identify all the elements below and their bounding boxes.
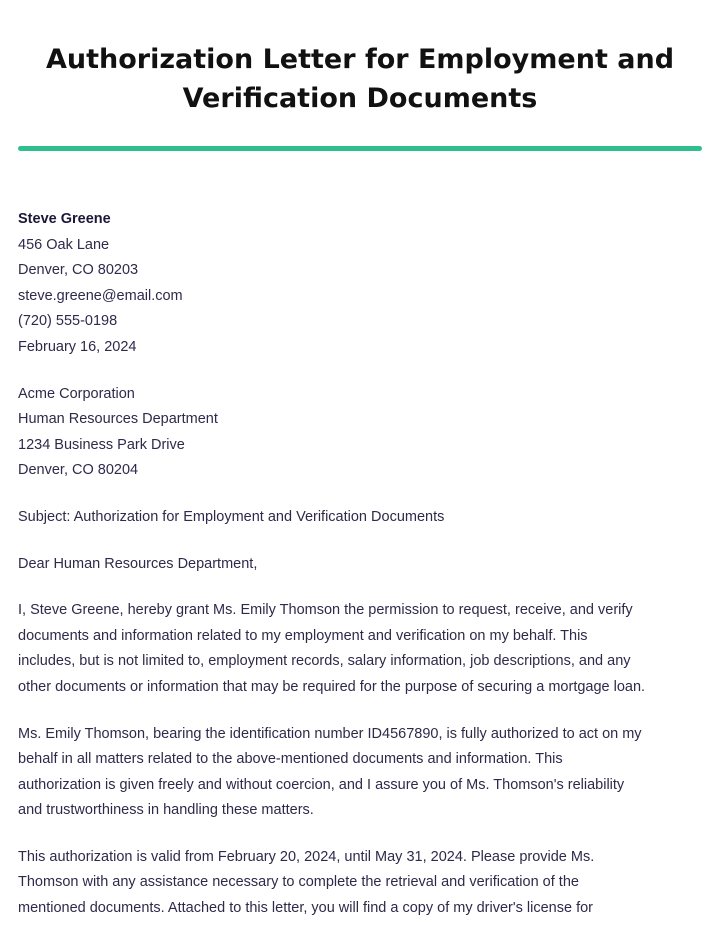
paragraph-line: and trustworthiness in handling these matters. [18,802,314,819]
accent-divider [18,146,702,151]
letter-date: February 16, 2024 [18,338,137,355]
document-title [40,40,680,118]
recipient-company: Acme Corporation [18,385,135,402]
paragraph-line: mentioned documents. Attached to this letter, you will find a copy of my driver's license for [18,900,593,917]
paragraph-line: authorization is given freely and without coercion, and I assure you of Ms. Thomson's reliability [18,776,625,793]
body-paragraph [18,845,702,922]
letter-body [18,207,702,943]
recipient-address: 1234 Business Park Drive [18,436,185,453]
sender-name: Steve Greene [18,211,111,227]
paragraph-line: I, Steve Greene, hereby grant Ms. Emily Thomson the permission to request, receive, and verify [18,602,633,619]
paragraph-line: documents and information related to my employment and verification on my behalf. This [18,627,588,644]
paragraph-line: other documents or information that may be required for the purpose of securing a mortgage loan. [18,678,646,695]
sender-block [18,207,702,361]
subject-line: Subject: Authorization for Employment and Verification Documents [18,508,445,525]
recipient-city-state-zip: Denver, CO 80204 [18,462,139,479]
paragraph-line: This authorization is valid from February 20, 2024, until May 31, 2024. Please provide Ms. [18,848,595,865]
sender-email: steve.greene@email.com [18,287,183,304]
body-paragraph [18,722,702,824]
title-line: Authorization Letter for Employment and [45,44,675,75]
sender-city-state-zip: Denver, CO 80203 [18,262,139,279]
recipient-block [18,382,702,484]
paragraph-line: behalf in all matters related to the above-mentioned documents and information. This [18,751,563,768]
title-line: Verification Documents [182,83,538,114]
sender-phone: (720) 555-0198 [18,313,118,330]
paragraph-line: Thomson with any assistance necessary to complete the retrieval and verification of the [18,874,579,891]
recipient-department: Human Resources Department [18,411,218,428]
paragraph-line: includes, but is not limited to, employment records, salary information, job descriptions, and any [18,653,631,670]
salutation: Dear Human Resources Department, [18,555,258,572]
paragraph-line: Ms. Emily Thomson, bearing the identification number ID4567890, is fully authorized to act on my [18,725,642,742]
body-paragraph [18,598,702,700]
sender-address: 456 Oak Lane [18,236,110,253]
